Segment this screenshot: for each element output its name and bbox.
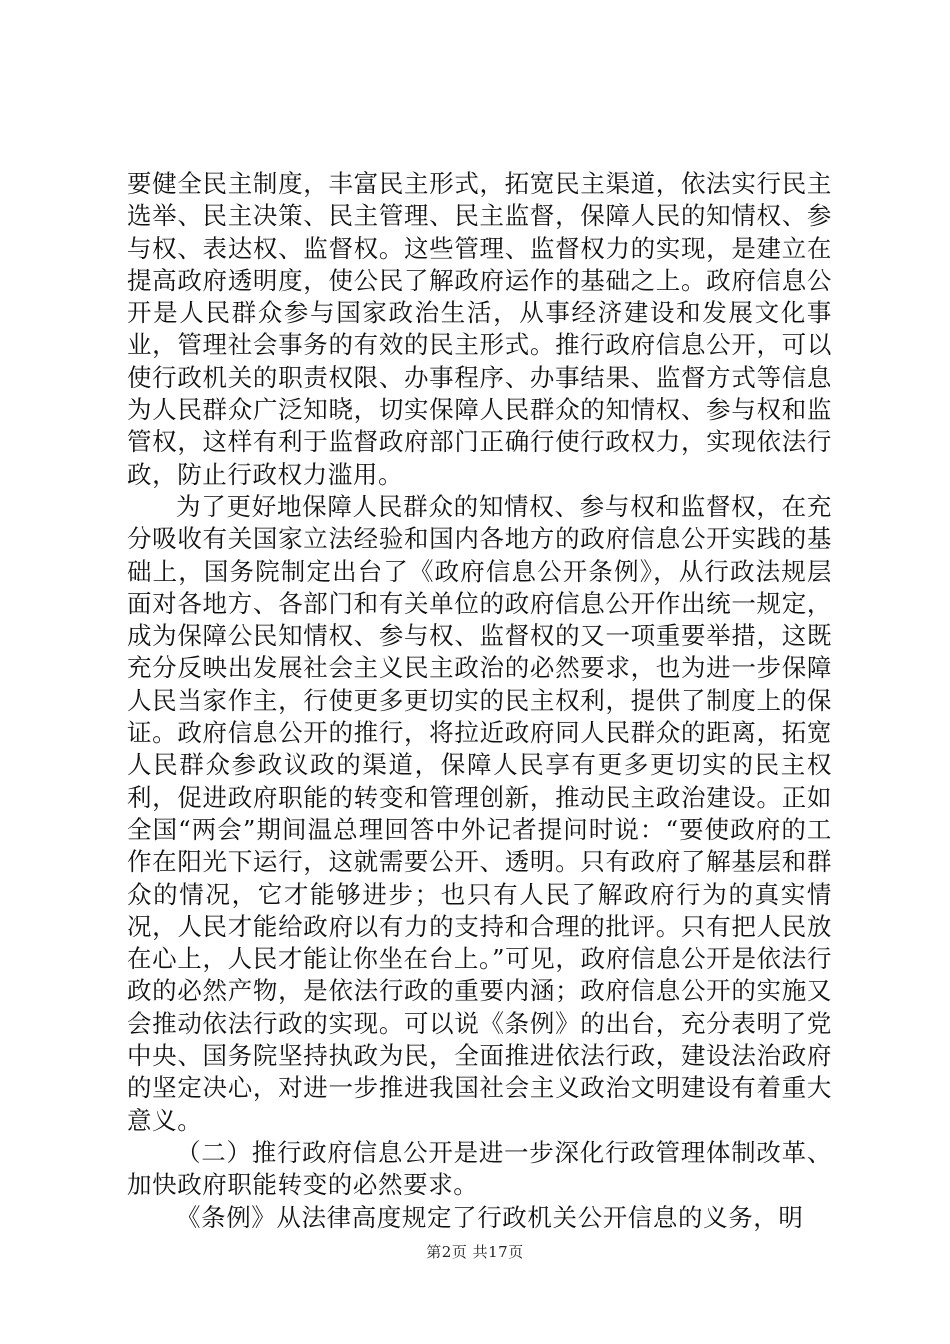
page-number-label: 第2页 共17页 [426,1243,524,1261]
paragraph: 《条例》从法律高度规定了行政机关公开信息的义务，明 [176,1202,804,1232]
document-body [127,168,832,1234]
paragraph-continued: 要健全民主制度，丰富民主形式，拓宽民主渠道，依法实行民主选举、民主决策、民主管理、民主监督，保障人民的知情权、参与权、表达权、监督权。这些管理、监督权力的实现，是建立在提高政府透明度，使公民了解政府运作的基础之上。政府信息公开是人民群众参与国家政治生活，从事经济建设和发展文化事业，管理社会事务的有效的民主形式。推行政府信息公开，可以使行政机关的职责权限、办事程序、办事结果、监督方式等信息为人民群众广泛知晓，切实保障人民群众的知情权、参与权和监管权，这样有利于监督政府部门正确行使行政权力，实现依法行政，防止行政权力滥用。 [127,169,832,489]
page-footer [0,1241,950,1262]
paragraph: 为了更好地保障人民群众的知情权、参与权和监督权，在充分吸收有关国家立法经验和国内各地方的政府信息公开实践的基础上，国务院制定出台了《政府信息公开条例》，从行政法规层面对各地方、各部门和有关单位的政府信息公开作出统一规定，成为保障公民知情权、参与权、监督权的又一项重要举措，这既充分反映出发展社会主义民主政治的必然要求，也为进一步保障人民当家作主，行使更多更切实的民主权利，提供了制度上的保证。政府信息公开的推行，将拉近政府同人民群众的距离，拓宽人民群众参政议政的渠道，保障人民享有更多更切实的民主权利，促进政府职能的转变和管理创新，推动民主政治建设。正如全国“两会”期间温总理回答中外记者提问时说：“要使政府的工作在阳光下运行，这就需要公开、透明。只有政府了解基层和群众的情况，它才能够进步；也只有人民了解政府行为的真实情况，人民才能给政府以有力的支持和合理的批评。只有把人民放在心上，人民才能让你坐在台上。”可见，政府信息公开是依法行政的必然产物，是依法行政的重要内涵；政府信息公开的实施又会推动依法行政的实现。可以说《条例》的出台，充分表明了党中央、国务院坚持执政为民，全面推进依法行政，建设法治政府的坚定决心，对进一步推进我国社会主义政治文明建设有着重大意义。 [127,491,832,1135]
section-heading-paragraph: （二）推行政府信息公开是进一步深化行政管理体制改革、加快政府职能转变的必然要求。 [127,1137,832,1200]
